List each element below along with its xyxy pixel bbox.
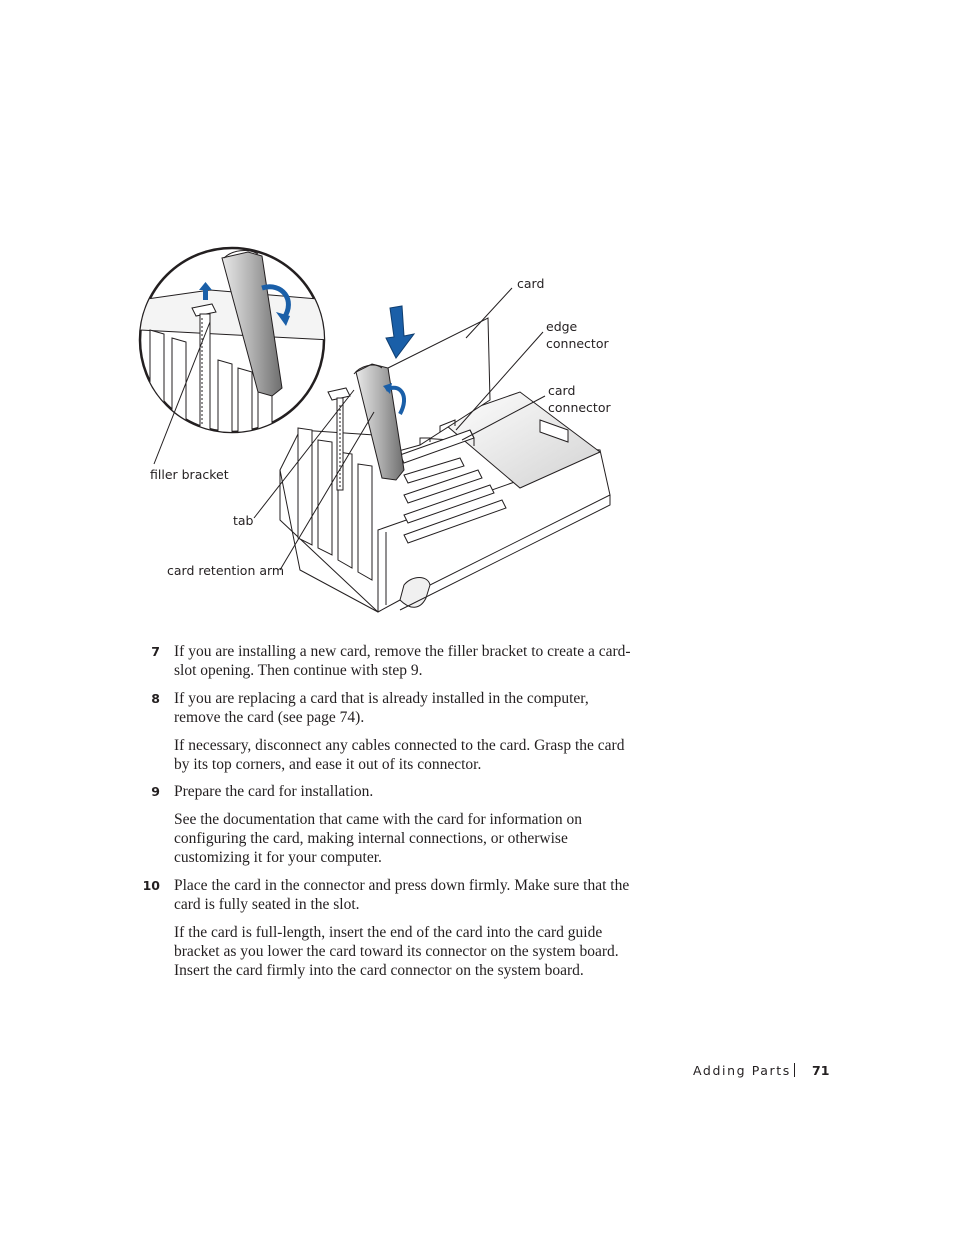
callout-card-connector-line2: connector (548, 400, 611, 415)
step-number-7: 7 (151, 644, 160, 659)
callout-card-connector-line1: card (548, 383, 576, 398)
step-number-9: 9 (151, 784, 160, 799)
page-number: 71 (812, 1063, 830, 1078)
callout-card: card (517, 276, 545, 291)
step-8-text: If you are replacing a card that is already installed in the computer, remove the card (see page 74). (174, 690, 589, 726)
step-8-detail: If necessary, disconnect any cables connected to the card. Grasp the card by its top corners, and ease it out of its connector. (174, 737, 625, 773)
step-10-text: Place the card in the connector and press down firmly. Make sure that the card is fully seated in the slot. (174, 877, 630, 913)
step-7-text: If you are installing a new card, remove the filler bracket to create a card-slot opening. Then continue with step 9. (174, 643, 631, 679)
down-arrow (386, 306, 414, 358)
footer-section-title: Adding Parts (693, 1063, 791, 1078)
step-9-text: Prepare the card for installation. (174, 783, 374, 800)
callout-filler-bracket: filler bracket (150, 467, 229, 482)
footer-separator (794, 1063, 795, 1077)
callout-edge-connector-line1: edge (546, 319, 578, 334)
callout-card-retention-arm: card retention arm (167, 563, 285, 578)
step-10-detail: If the card is full-length, insert the end of the card into the card guide bracket as you lower the card toward its connector on the system board. Insert the card firmly into the card connector on the system board. (174, 924, 619, 979)
step-number-8: 8 (151, 691, 160, 706)
step-9-detail: See the documentation that came with the card for information on configuring the card, making internal connections, or otherwise customizing it for your computer. (174, 811, 583, 866)
callout-edge-connector-line2: connector (546, 336, 609, 351)
callout-tab: tab (233, 513, 254, 528)
step-number-10: 10 (142, 878, 160, 893)
